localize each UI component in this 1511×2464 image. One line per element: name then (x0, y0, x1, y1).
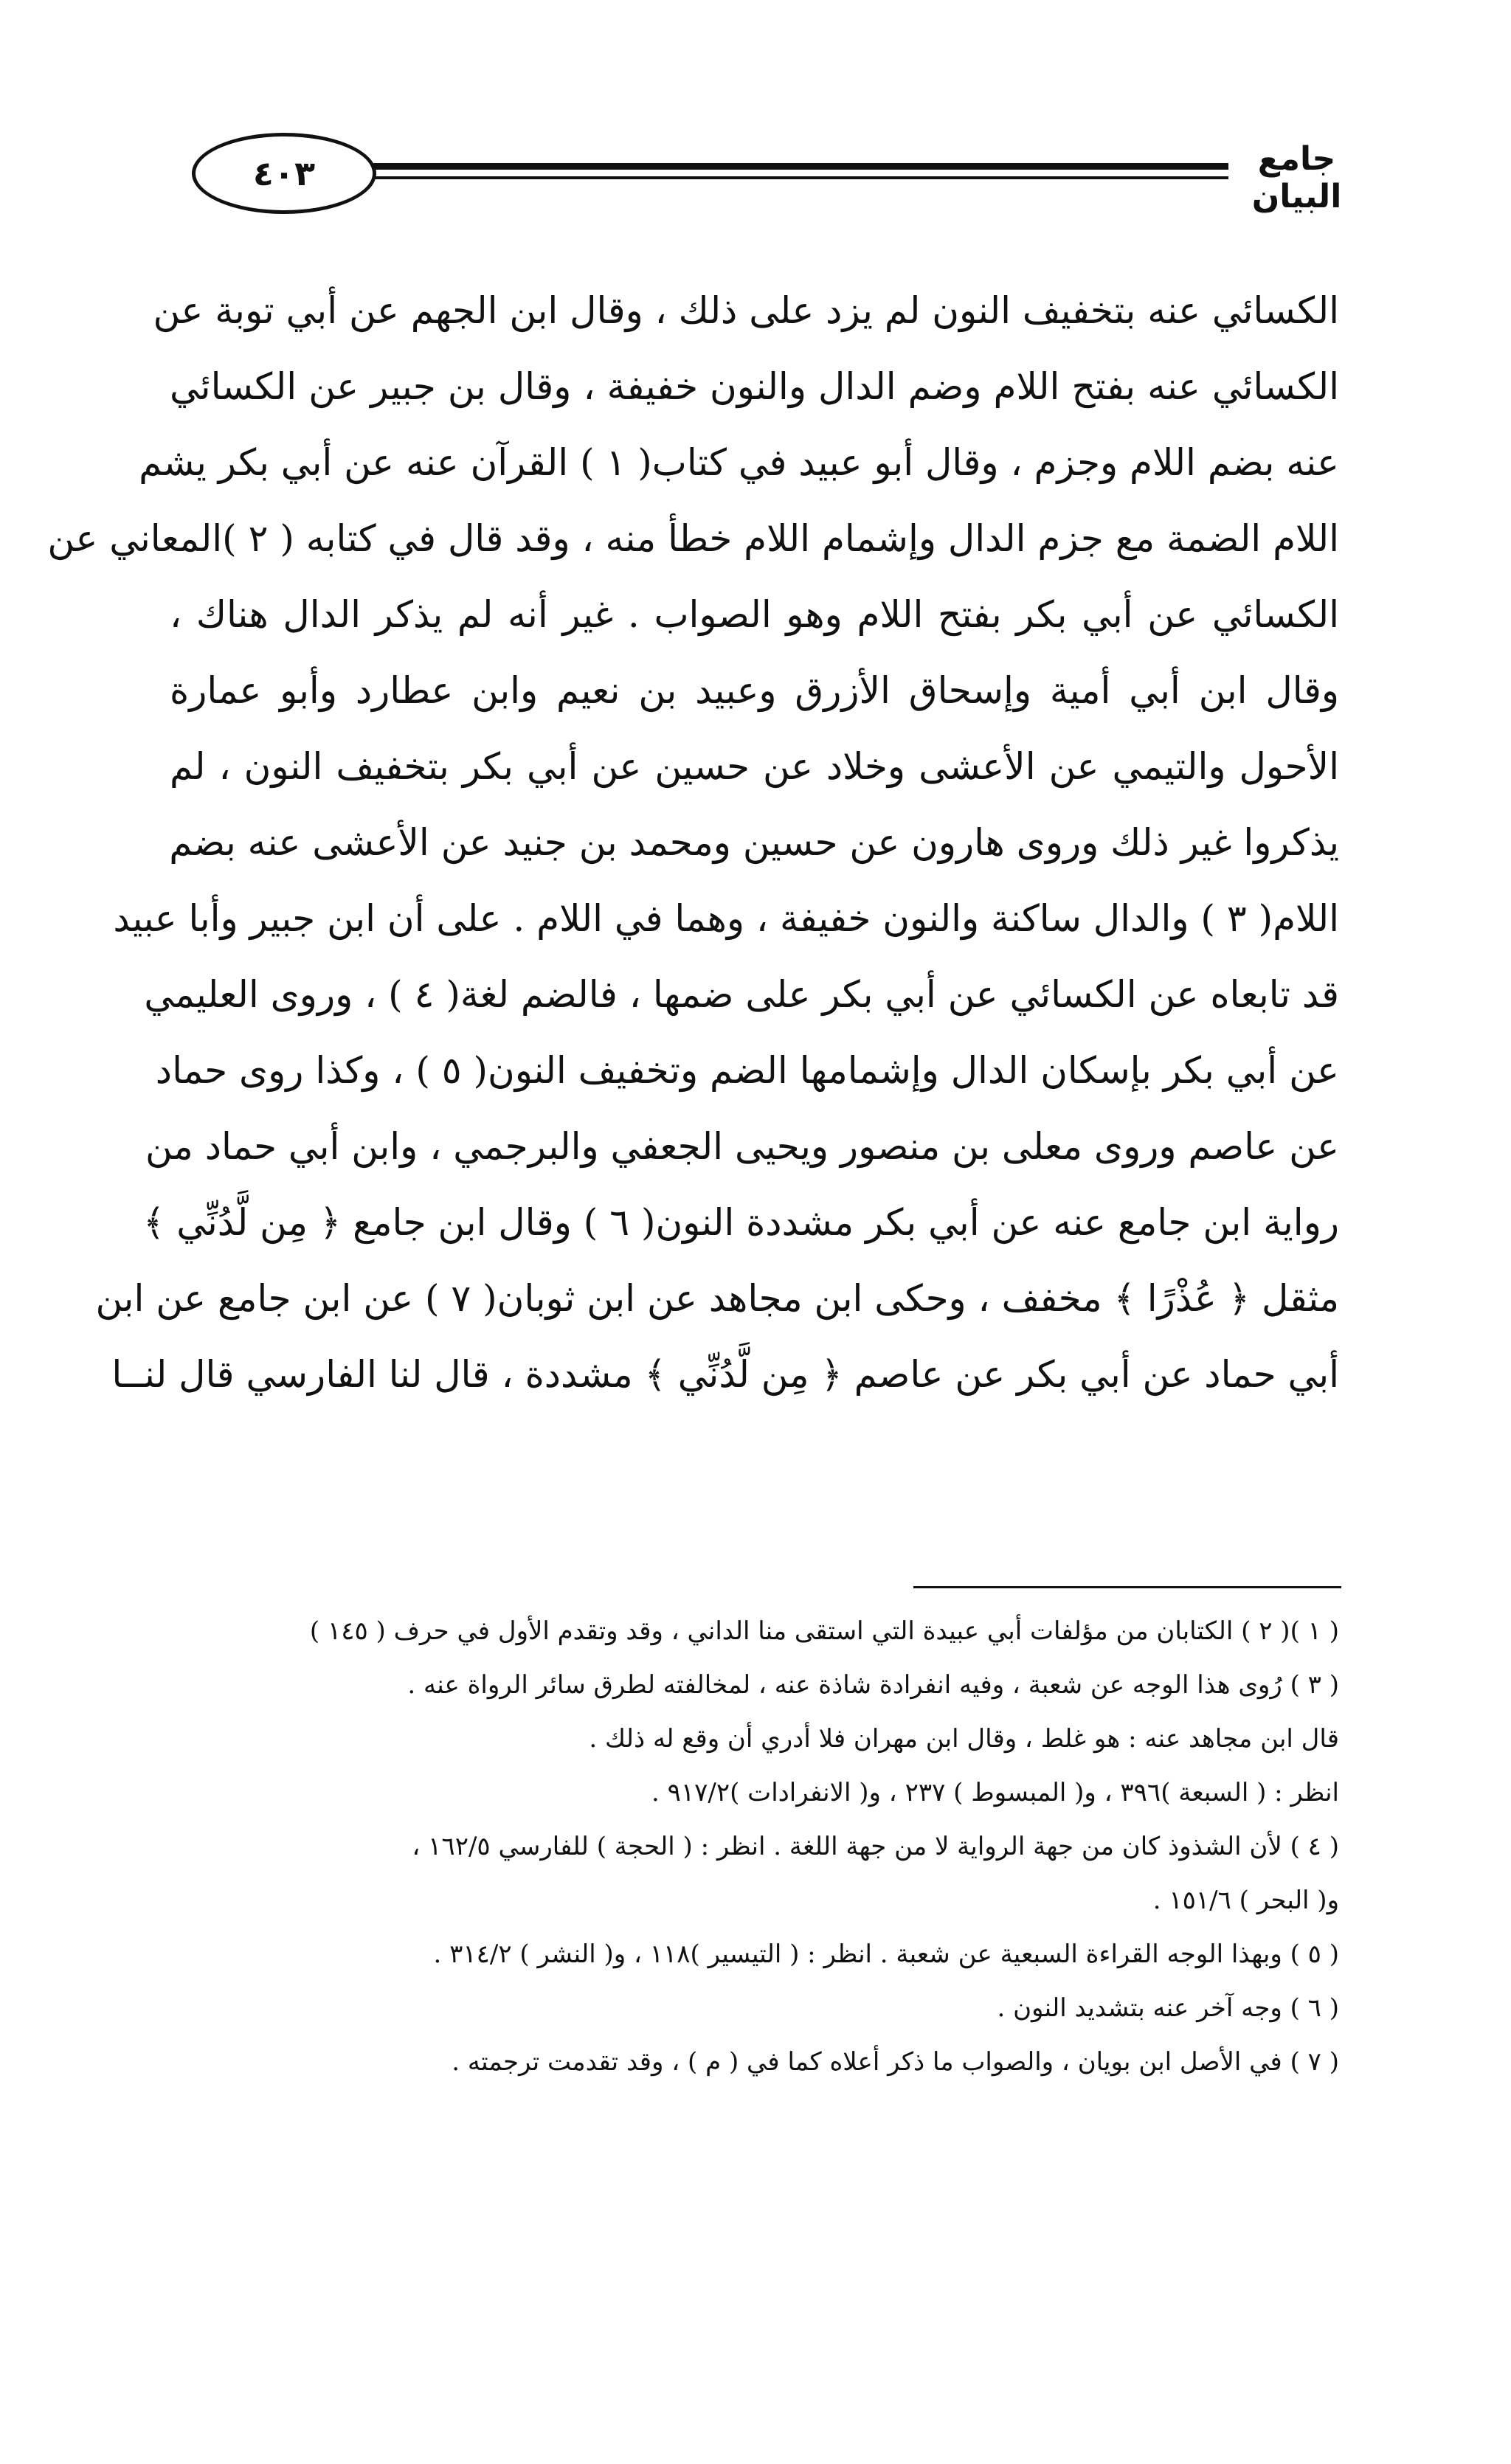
footnote-line: ( ٦ ) وجه آخر عنه بتشديد النون . (997, 1993, 1339, 2023)
text-line: قد تابعاه عن الكسائي عن أبي بكر على ضمها ، فالضم لغة( ٤ ) ، وروى العليمي (144, 973, 1339, 1016)
text-line: وقال ابن أبي أمية وإسحاق الأزرق وعبيد بن نعيم وابن عطارد وأبو عمارة (170, 669, 1339, 712)
text-line: الكسائي عنه بتخفيف النون لم يزد على ذلك ، وقال ابن الجهم عن أبي توبة عن (153, 289, 1339, 332)
footnote-line: قال ابن مجاهد عنه : هو غلط ، وقال ابن مهران فلا أدري أن وقع له ذلك . (589, 1724, 1339, 1754)
text-line: مثقل ﴿ عُذْرًا ﴾ مخفف ، وحكى ابن مجاهد عن ابن ثوبان( ٧ ) عن ابن جامع عن ابن (95, 1277, 1339, 1320)
text-line: عن أبي بكر بإسكان الدال وإشمامها الضم وتخفيف النون( ٥ ) ، وكذا روى حماد (155, 1049, 1339, 1092)
footnote-line: ( ٧ ) في الأصل ابن بويان ، والصواب ما ذكر أعلاه كما في ( م ) ، وقد تقدمت ترجمته . (452, 2047, 1339, 2077)
footnote-separator (913, 1586, 1341, 1588)
book-title: جامع البيان (1228, 140, 1365, 215)
page-header (140, 118, 1365, 229)
footnote-line: ( ٣ ) رُوى هذا الوجه عن شعبة ، وفيه انفرادة شاذة عنه ، لمخالفته لطرق سائر الرواة عنه . (407, 1670, 1339, 1700)
text-line: اللام( ٣ ) والدال ساكنة والنون خفيفة ، وهما في اللام . على أن ابن جبير وأبا عبيد (113, 897, 1339, 940)
main-text (47, 273, 1339, 1413)
footnote-line: و( البحر ) ١٥١/٦ . (1152, 1886, 1339, 1915)
text-line: الكسائي عنه بفتح اللام وضم الدال والنون خفيفة ، وقال بن جبير عن الكسائي (170, 365, 1339, 408)
header-rule (325, 159, 1228, 187)
text-line: أبي حماد عن أبي بكر عن عاصم ﴿ مِن لَّدُنِّي ﴾ مشددة ، قال لنا الفارسي قال لنــا (111, 1353, 1339, 1396)
footnote-line: انظر : ( السبعة )٣٩٦ ، و( المبسوط ) ٢٣٧ ، و( الانفرادات )٩١٧/٢ . (651, 1778, 1339, 1807)
footnote-line: ( ٥ ) وبهذا الوجه القراءة السبعية عن شعبة . انظر : ( التيسير )١١٨ ، و( النشر ) ٣١٤/٢ . (433, 1939, 1339, 1969)
text-line: يذكروا غير ذلك وروى هارون عن حسين ومحمد بن جنيد عن الأعشى عنه بضم (169, 821, 1339, 864)
page-number-oval (192, 133, 376, 214)
text-line: عنه بضم اللام وجزم ، وقال أبو عبيد في كتاب( ١ ) القرآن عنه عن أبي بكر يشم (139, 441, 1339, 484)
page-number: ٤٠٣ (252, 153, 316, 193)
footnote-line: ( ٤ ) لأن الشذوذ كان من جهة الرواية لا من جهة اللغة . انظر : ( الحجة ) للفارسي ١٦٢/٥ ، (412, 1832, 1339, 1861)
footnote-line: ( ١ )( ٢ ) الكتابان من مؤلفات أبي عبيدة التي استقى منا الداني ، وقد وتقدم الأول في حرف ( ١٤٥ ) (309, 1616, 1339, 1646)
text-line: اللام الضمة مع جزم الدال وإشمام اللام خطأ منه ، وقد قال في كتابه ( ٢ )المعاني عن (47, 517, 1339, 560)
header-rule-thin-line (325, 176, 1228, 179)
text-line: الكسائي عن أبي بكر بفتح اللام وهو الصواب . غير أنه لم يذكر الدال هناك ، (170, 593, 1339, 636)
header-rule-thick-line (325, 163, 1228, 170)
text-line: الأحول والتيمي عن الأعشى وخلاد عن حسين عن أبي بكر بتخفيف النون ، لم (170, 745, 1339, 788)
text-line: رواية ابن جامع عنه عن أبي بكر مشددة النون( ٦ ) وقال ابن جامع ﴿ مِن لَّدُنِّي ﴾ (143, 1201, 1339, 1244)
footnotes (170, 1605, 1339, 2089)
text-line: عن عاصم وروى معلى بن منصور ويحيى الجعفي والبرجمي ، وابن أبي حماد من (145, 1125, 1339, 1168)
